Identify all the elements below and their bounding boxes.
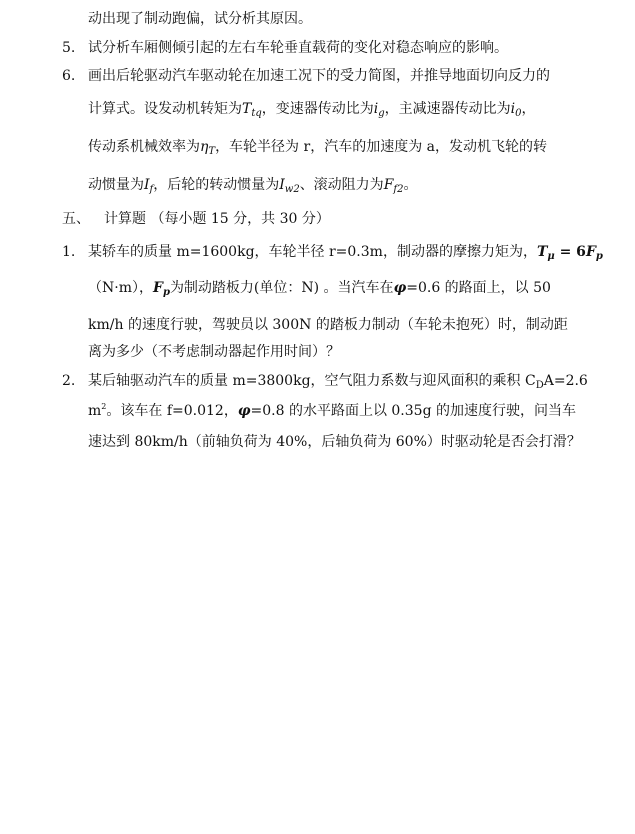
pedal-force-sub-2: p: [162, 287, 170, 298]
wheel-inertia-sub: w2: [284, 184, 300, 195]
c2-line2-text-a: m: [88, 403, 102, 419]
c1-line2-text-a: （N·m），: [88, 280, 153, 296]
gear-ratio-symbol: [374, 101, 385, 117]
flywheel-inertia-symbol: [144, 177, 153, 193]
gear-ratio-letter: i: [373, 101, 379, 117]
c2-line1-text-a: 某后轴驱动汽车的质量 m=3800kg，空气阻力系数与迎风面积的乘积 C: [88, 373, 536, 389]
section5-label: 五、: [62, 211, 90, 227]
c1-line-3: [88, 316, 568, 334]
c1-line1-text-a: 某轿车的质量 m=1600kg，车轮半径 r=0.3m，制动器的摩擦力矩为，: [88, 244, 537, 260]
q6-line3-text-c: ，车轮半径为 r，汽车的加速度为 a，发动机飞轮的转: [215, 139, 548, 155]
rolling-resistance-letter: F: [383, 177, 394, 193]
q6-line-4: [88, 176, 417, 194]
efficiency-letter: η: [200, 139, 209, 155]
c2-line-2: [88, 402, 576, 420]
flywheel-inertia-letter: I: [144, 177, 150, 193]
q6-number: 6.: [62, 68, 76, 84]
q6-line-2: [88, 100, 536, 118]
adhesion-symbol: φ: [393, 280, 407, 296]
q6-line-1: [88, 67, 550, 85]
q5-text: 试分析车厢侧倾引起的左右车轮垂直载荷的变化对稳态响应的影响。: [88, 40, 508, 56]
q6-line4-text-c: ，后轮的转动惯量为: [153, 177, 280, 193]
c2-line2-text-e: =0.8 的水平路面上以 0.35g 的加速度行驶，问当车: [250, 403, 576, 419]
drag-coefficient-sub: D: [535, 380, 544, 391]
brake-torque-symbol: [537, 244, 555, 260]
final-drive-sub: 0: [515, 108, 522, 119]
c1-line2-text-e: =0.6 的路面上，以 50: [406, 280, 551, 296]
torque-symbol-sub: tq: [251, 108, 262, 119]
q6-line4-text-a: 动惯量为: [88, 177, 144, 193]
flywheel-inertia-sub: f: [149, 184, 154, 195]
q4-tail-line: [88, 10, 312, 28]
q6-line3-text-a: 传动系机械效率为: [88, 139, 200, 155]
c1-line4-text: 离为多少（不考虑制动器起作用时间）？: [88, 344, 340, 360]
pedal-force-sub: p: [595, 251, 603, 262]
c2-line2-text-c: 。该车在 f=0.012，: [106, 403, 238, 419]
q5-number: 5.: [62, 40, 76, 56]
c1-line2-text-c: 为制动踏板力(单位：N) 。当汽车在: [169, 280, 394, 296]
q6-line2-text-g: ，: [521, 101, 536, 117]
area-squared-sup: 2: [101, 402, 107, 411]
c2-line-3: [88, 433, 581, 451]
q5-line: [88, 39, 508, 57]
c1-line3-text: km/h 的速度行驶，驾驶员以 300N 的踏板力制动（车轮未抱死）时，制动距: [88, 317, 568, 333]
c2-line-1: [88, 372, 588, 390]
c2-line3-text: 速达到 80km/h（前轴负荷为 40%，后轴负荷为 60%）时驱动轮是否会打滑？: [88, 434, 581, 450]
final-drive-letter: i: [510, 101, 516, 117]
equals-six: = 6: [554, 244, 586, 260]
c1-line-1: [88, 243, 603, 261]
q6-line-3: [88, 138, 547, 156]
rolling-resistance-symbol: [384, 177, 404, 193]
section5-title: 计算题 （每小题 15 分，共 30 分）: [104, 211, 330, 227]
rolling-resistance-sub: f2: [393, 184, 404, 195]
q6-line4-text-g: 。: [403, 177, 418, 193]
pedal-force-letter: F: [585, 244, 596, 260]
wheel-inertia-symbol: [279, 177, 299, 193]
q6-line2-text-a: 计算式。设发动机转矩为: [88, 101, 242, 117]
c1-line-4: [88, 343, 340, 361]
q6-line1-text: 画出后轮驱动汽车驱动轮在加速工况下的受力简图，并推导地面切向反力的: [88, 68, 550, 84]
c2-line1-text-c: A=2.6: [543, 373, 588, 389]
final-drive-ratio-symbol: [511, 101, 522, 117]
c1-number: 1.: [62, 244, 76, 260]
pedal-force-symbol-2: [153, 280, 170, 296]
c2-number: 2.: [62, 373, 76, 389]
pedal-force-letter-2: F: [152, 280, 163, 296]
brake-torque-letter: T: [536, 244, 548, 260]
q6-line2-text-e: ，主减速器传动比为: [384, 101, 511, 117]
brake-torque-sub: μ: [547, 251, 555, 262]
pedal-force-symbol: [586, 244, 603, 260]
q4-tail-text: 动出现了制动跑偏，试分析其原因。: [88, 11, 312, 27]
q6-line4-text-e: 、滚动阻力为: [299, 177, 384, 193]
efficiency-symbol: [200, 139, 215, 155]
adhesion-symbol-2: φ: [237, 403, 251, 419]
q6-line2-text-c: ，变速器传动比为: [261, 101, 374, 117]
efficiency-sub: T: [208, 146, 216, 157]
wheel-inertia-letter: I: [279, 177, 285, 193]
torque-symbol: [242, 101, 262, 117]
torque-symbol-letter: T: [242, 101, 252, 117]
gear-ratio-sub: g: [378, 108, 385, 119]
c1-line-2: [88, 279, 551, 297]
